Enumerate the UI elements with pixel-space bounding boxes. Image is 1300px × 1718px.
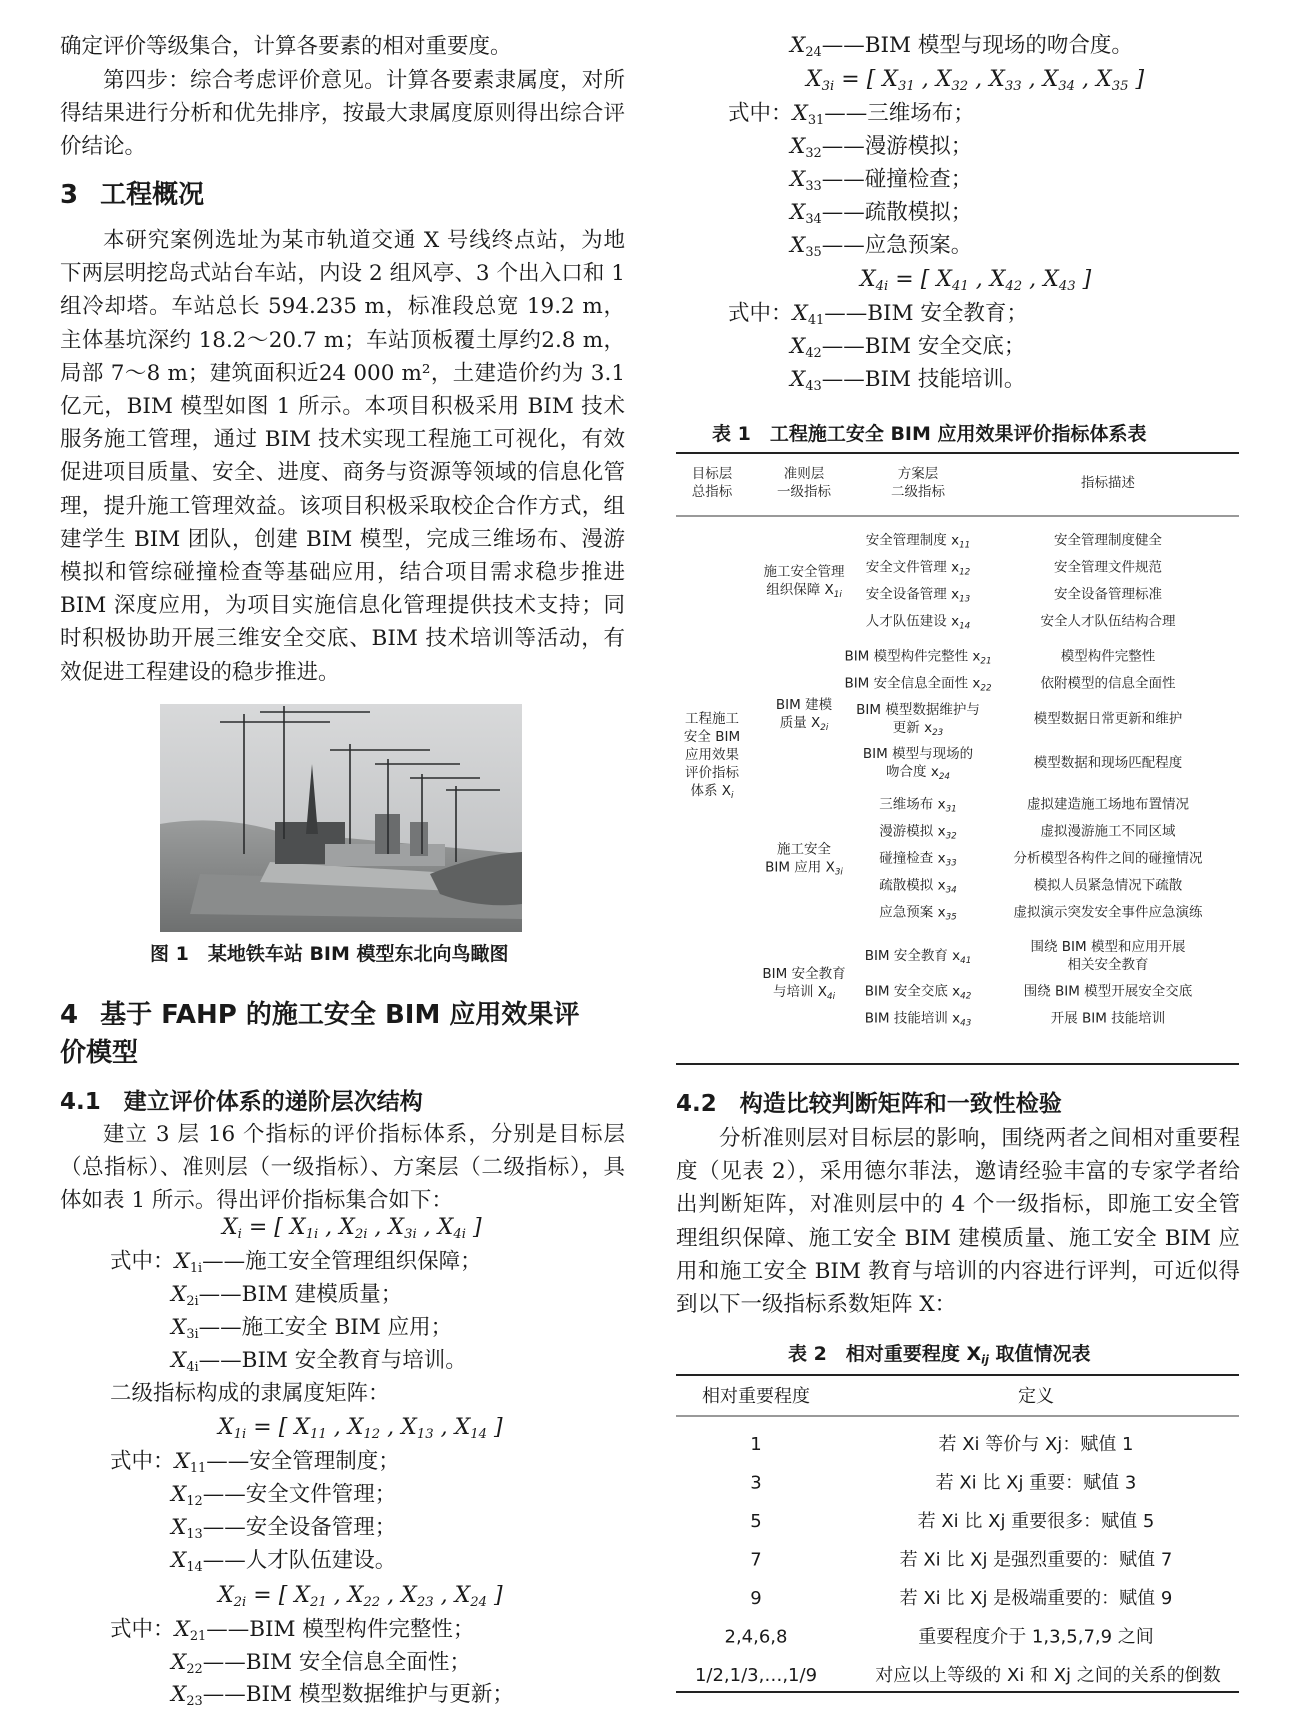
table-cell-indicator: 疏散模拟 $x_{34}$	[879, 877, 957, 896]
definition: ——施工安全 BIM 应用；	[198, 1315, 453, 1340]
section-heading-4	[60, 996, 625, 1072]
figure-bim-model-image	[160, 704, 522, 932]
table-header-cell: 指标描述	[1081, 475, 1135, 491]
definition: ——BIM 模型与现场的吻合度。	[821, 33, 1133, 58]
def-x35: $X_{35}——$应急预案。	[790, 233, 973, 260]
table-cell-indicator: 安全文件管理 $x_{12}$	[865, 559, 971, 578]
table-cell-indicator: 碰撞检查 $x_{33}$	[879, 850, 957, 869]
def-x34: $X_{34}——$疏散模拟；	[790, 200, 973, 227]
table-cell-level: 3	[750, 1472, 762, 1494]
label: 式中：	[110, 1617, 175, 1642]
table-header-cell: 方案层	[897, 466, 939, 482]
table-cell-description: 虚拟演示突发安全事件应急演练	[1013, 904, 1203, 921]
table-cell-description: 依附模型的信息全面性	[1040, 675, 1176, 692]
table-cell-description: 相关安全教育	[1067, 957, 1149, 973]
table-cell-indicator: 人才队伍建设 $x_{14}$	[865, 613, 971, 632]
table-cell-description: 安全管理文件规范	[1054, 559, 1162, 576]
section-title: 基于 FAHP 的施工安全 BIM 应用效果评	[100, 1000, 580, 1030]
table-cell-level: 2,4,6,8	[724, 1626, 788, 1648]
def-x42: $X_{42}——BIM$ 安全交底；	[790, 334, 1026, 361]
definition: ——应急预案。	[821, 233, 973, 258]
definition: ——安全管理制度；	[206, 1449, 400, 1474]
definition: ——疏散模拟；	[821, 200, 973, 225]
definition: ——BIM 模型构件完整性；	[206, 1617, 475, 1642]
subsection-heading-4-1: 4.1 建立评价体系的递阶层次结构	[60, 1089, 423, 1115]
table-cell-indicator: BIM 模型与现场的	[862, 746, 974, 762]
def-x41: 式中：$X_{41}——BIM$ 安全教育；	[728, 301, 1028, 328]
table-cell-indicator: BIM 模型数据维护与	[856, 702, 980, 718]
table-cell-description: 虚拟漫游施工不同区域	[1040, 823, 1176, 840]
def-x14: $X_{14}——$人才队伍建设。	[171, 1548, 397, 1575]
definition: ——BIM 安全信息全面性；	[202, 1650, 471, 1675]
figure-1-illustration	[160, 704, 522, 932]
table-cell-level: 7	[750, 1549, 762, 1571]
definition: ——BIM 安全教育与培训。	[198, 1348, 467, 1373]
table-cell-definition: 重要程度介于 1,3,5,7,9 之间	[918, 1626, 1154, 1648]
paragraph: 分析准则层对目标层的影响，围绕两者之间相对重要程度（见表 2），采用德尔菲法，邀请经验丰富的专家学者给出判断矩阵，对准则层中的 4 个一级指标，即施工安全管理组织保障、施工安全 BIM 建模质量、施工安全 BIM 应用和施工安全 BIM 教育与培训的内容进行评判，可近似得到以下一级指标系数矩阵 X：	[676, 1126, 1240, 1318]
table-cell-indicator: 应急预案 $x_{35}$	[879, 904, 957, 923]
table-cell-indicator: BIM 安全教育 $x_{41}$	[864, 948, 972, 966]
table-header-cell: 准则层	[783, 466, 825, 482]
table-cell-indicator: 安全设备管理 $x_{13}$	[865, 586, 971, 605]
table-1-caption: 表 1 工程施工安全 BIM 应用效果评价指标体系表	[712, 423, 1147, 445]
equation-x-3i: $X_{3i}$ = [ $X_{31}$ , $X_{32}$ , $X_{33}$ , $X_{34}$ , $X_{35}$ ]	[806, 67, 1145, 94]
def-x43: $X_{43}——BIM$ 技能培训。	[790, 367, 1026, 394]
equation-x-i: $X_i$ = [ $X_{1i}$ , $X_{2i}$ , $X_{3i}$ , $X_{4i}$ ]	[222, 1215, 482, 1242]
table-cell-description: 模型数据和现场匹配程度	[1033, 755, 1183, 771]
table-cell-level: 1	[750, 1434, 762, 1455]
def-x33: $X_{33}——$碰撞检查；	[790, 167, 973, 194]
table-cell-indicator: 三维场布 $x_{31}$	[879, 796, 957, 815]
definition: ——施工安全管理组织保障；	[202, 1249, 482, 1274]
def-x2i: $X_{2i}——BIM$ 建模质量；	[171, 1282, 403, 1309]
table-cell-goal: 安全 BIM	[683, 729, 741, 745]
definition: ——三维场布；	[824, 101, 975, 126]
table-header-cell: 二级指标	[891, 484, 945, 500]
table-1-body	[676, 454, 1239, 1066]
definition: ——BIM 技能培训。	[821, 367, 1026, 392]
paragraph: 本研究案例选址为某市轨道交通 X 号线终点站，为地下两层明挖岛式站台车站，内设 2 组风亭、3 个出入口和 1 组冷却塔。车站总长 594.235 m，标准段总宽 19.2 m，主体基坑深约 18.2～20.7 m；车站顶板覆土厚约2.8 m，局部 7～8 m；建筑面积近24 000 m²，土建造价约为 3.1 亿元，BIM 模型如图 1 所示。本项目积极采用 BIM 技术服务施工管理，通过 BIM 技术实现工程施工可视化，有效促进项目质量、安全、进度、商务与资源等领域的信息化管理，提升施工管理效益。该项目积极采取校企合作方式，组建学生 BIM 团队，创建 BIM 模型，完成三维场布、漫游模拟和管综碰撞检查等基础应用，结合项目需求稳步推进 BIM 深度应用，为项目实施信息化管理提供技术支持；同时积极协助开展三维安全交底、BIM 技术培训等活动，有效促进工程建设的稳步推进。	[60, 228, 625, 685]
table-cell-definition: 若 Xi 比 Xj 重要很多：赋值 5	[917, 1511, 1155, 1532]
table-cell-description: 安全人才队伍结构合理	[1040, 613, 1176, 630]
table-cell-definition: 若 Xi 比 Xj 是极端重要的：赋值 9	[899, 1588, 1173, 1609]
table-cell-description: 安全管理制度健全	[1054, 532, 1162, 549]
table-cell-goal: 应用效果	[685, 747, 739, 763]
def-x4i: $X_{4i}——BIM$ 安全教育与培训。	[171, 1348, 467, 1375]
paragraph: 确定评价等级集合，计算各要素的相对重要度。	[60, 34, 512, 59]
table-cell-indicator: 更新 $x_{23}$	[892, 720, 944, 738]
table-cell-description: 虚拟建造施工场地布置情况	[1027, 796, 1189, 813]
table-cell-criterion: 施工安全	[777, 841, 831, 858]
table-cell-description: 围绕 BIM 模型和应用开展	[1030, 939, 1186, 955]
table-header-cell: 目标层	[691, 466, 733, 482]
paragraph: 建立 3 层 16 个指标的评价指标体系，分别是目标层（总指标）、准则层（一级指标）、方案层（二级指标），具体如表 1 所示。得出评价指标集合如下：	[60, 1122, 625, 1214]
table-header-cell: 一级指标	[777, 484, 831, 500]
label: 式中：	[728, 301, 793, 326]
equation-x-4i: $X_{4i}$ = [ $X_{41}$ , $X_{42}$ , $X_{43}$ ]	[860, 267, 1092, 294]
section-number: 3	[60, 180, 79, 210]
definition: ——碰撞检查；	[821, 167, 973, 192]
table-cell-indicator: 安全管理制度 $x_{11}$	[865, 532, 971, 551]
paragraph: 第四步：综合考虑评价意见。计算各要素隶属度，对所得结果进行分析和优先排序，按最大隶属度原则得出综合评价结论。	[60, 68, 625, 160]
def-x11: 式中：$X_{11}——$安全管理制度；	[110, 1449, 400, 1476]
table-cell-criterion: BIM 应用 $X_{3i}$	[765, 859, 843, 878]
table-2-body	[676, 1376, 1239, 1694]
definition: ——安全设备管理；	[202, 1515, 397, 1540]
table-cell-description: 模型构件完整性	[1060, 648, 1156, 665]
table-header-cell: 定义	[1018, 1386, 1054, 1407]
table-cell-goal: 体系 $X_i$	[690, 783, 734, 801]
table-header-cell: 总指标	[691, 484, 733, 500]
table-cell-definition: 对应以上等级的 Xi 和 Xj 之间的关系的倒数	[875, 1665, 1221, 1686]
subsection-heading-4-2: 4.2 构造比较判断矩阵和一致性检验	[676, 1091, 1062, 1117]
def-x12: $X_{12}——$安全文件管理；	[171, 1482, 397, 1509]
table-2	[676, 1374, 1239, 1694]
paragraph: 二级指标构成的隶属度矩阵：	[110, 1381, 390, 1406]
def-x21: 式中：$X_{21}——BIM$ 模型构件完整性；	[110, 1617, 475, 1644]
table-2-caption: 表 2 相对重要程度 $X_{ij}$ 取值情况表	[788, 1343, 1091, 1367]
table-cell-description: 开展 BIM 技能培训	[1050, 1010, 1166, 1027]
definition: ——BIM 建模质量；	[198, 1282, 403, 1307]
table-cell-criterion: 施工安全管理	[763, 564, 845, 580]
equation-x-1i: $X_{1i}$ = [ $X_{11}$ , $X_{12}$ , $X_{13}$ , $X_{14}$ ]	[218, 1415, 503, 1442]
definition: ——BIM 模型数据维护与更新；	[202, 1682, 514, 1707]
def-x24: $X_{24}——BIM$ 模型与现场的吻合度。	[790, 33, 1133, 60]
table-cell-goal: 评价指标	[685, 765, 739, 781]
table-cell-indicator: 漫游模拟 $x_{32}$	[879, 823, 957, 842]
def-x23: $X_{23}——BIM$ 模型数据维护与更新；	[171, 1682, 514, 1709]
definition: ——安全文件管理；	[202, 1482, 397, 1507]
table-cell-indicator: BIM 模型构件完整性 $x_{21}$	[844, 648, 992, 667]
section-title-continued: 价模型	[60, 1038, 139, 1068]
table-cell-indicator: 吻合度 $x_{24}$	[886, 764, 950, 782]
table-cell-description: 模拟人员紧急情况下疏散	[1033, 877, 1183, 894]
def-x31: 式中：$X_{31}——$三维场布；	[728, 101, 975, 128]
table-cell-definition: 若 Xi 等价与 Xj：赋值 1	[938, 1434, 1134, 1455]
table-cell-level: 5	[750, 1511, 762, 1532]
section-heading-3	[60, 176, 204, 214]
table-header-cell: 相对重要程度	[702, 1386, 810, 1407]
def-x32: $X_{32}——$漫游模拟；	[790, 134, 973, 161]
table-cell-criterion: BIM 建模	[775, 697, 833, 713]
caption-text: 取值情况表	[995, 1343, 1091, 1365]
table-cell-description: 分析模型各构件之间的碰撞情况	[1013, 850, 1203, 867]
caption-text: 表 2 相对重要程度 X	[788, 1343, 982, 1365]
label: 式中：	[110, 1449, 175, 1474]
section-title: 工程概况	[100, 180, 205, 210]
table-cell-criterion: 质量 $X_{2i}$	[779, 715, 829, 733]
table-cell-level: 9	[750, 1588, 762, 1609]
table-cell-goal: 工程施工	[685, 711, 739, 727]
table-cell-criterion: 组织保障 $X_{1i}$	[766, 582, 842, 600]
label: 式中：	[110, 1249, 175, 1274]
table-cell-indicator: BIM 技能培训 $x_{43}$	[864, 1010, 972, 1029]
definition: ——BIM 安全交底；	[821, 334, 1026, 359]
def-x13: $X_{13}——$安全设备管理；	[171, 1515, 397, 1542]
section-number: 4	[60, 1000, 79, 1030]
table-cell-definition: 若 Xi 比 Xj 是强烈重要的：赋值 7	[899, 1549, 1173, 1571]
table-cell-description: 模型数据日常更新和维护	[1033, 711, 1183, 727]
label: 式中：	[728, 101, 793, 126]
table-1	[676, 452, 1239, 1066]
table-cell-description: 围绕 BIM 模型开展安全交底	[1023, 983, 1193, 1000]
equation-x-2i: $X_{2i}$ = [ $X_{21}$ , $X_{22}$ , $X_{23}$ , $X_{24}$ ]	[218, 1583, 503, 1610]
def-x22: $X_{22}——BIM$ 安全信息全面性；	[171, 1650, 471, 1677]
table-cell-indicator: BIM 安全交底 $x_{42}$	[864, 983, 972, 1002]
table-cell-criterion: 与培训 $X_{4i}$	[772, 984, 836, 1002]
definition: ——人才队伍建设。	[202, 1548, 397, 1573]
def-x1i: 式中：$X_{1i}——$施工安全管理组织保障；	[110, 1249, 482, 1276]
table-cell-level: 1/2,1/3,…,1/9	[694, 1665, 818, 1686]
def-x3i: $X_{3i}——$施工安全 BIM 应用；	[171, 1315, 453, 1342]
figure-1-caption: 图 1 某地铁车站 BIM 模型东北向鸟瞰图	[150, 943, 509, 965]
table-cell-indicator: BIM 安全信息全面性 $x_{22}$	[844, 675, 992, 694]
table-cell-description: 安全设备管理标准	[1054, 586, 1162, 603]
definition: ——BIM 安全教育；	[824, 301, 1028, 326]
table-cell-definition: 若 Xi 比 Xj 重要：赋值 3	[935, 1472, 1137, 1494]
definition: ——漫游模拟；	[821, 134, 973, 159]
table-cell-criterion: BIM 安全教育	[762, 966, 846, 982]
